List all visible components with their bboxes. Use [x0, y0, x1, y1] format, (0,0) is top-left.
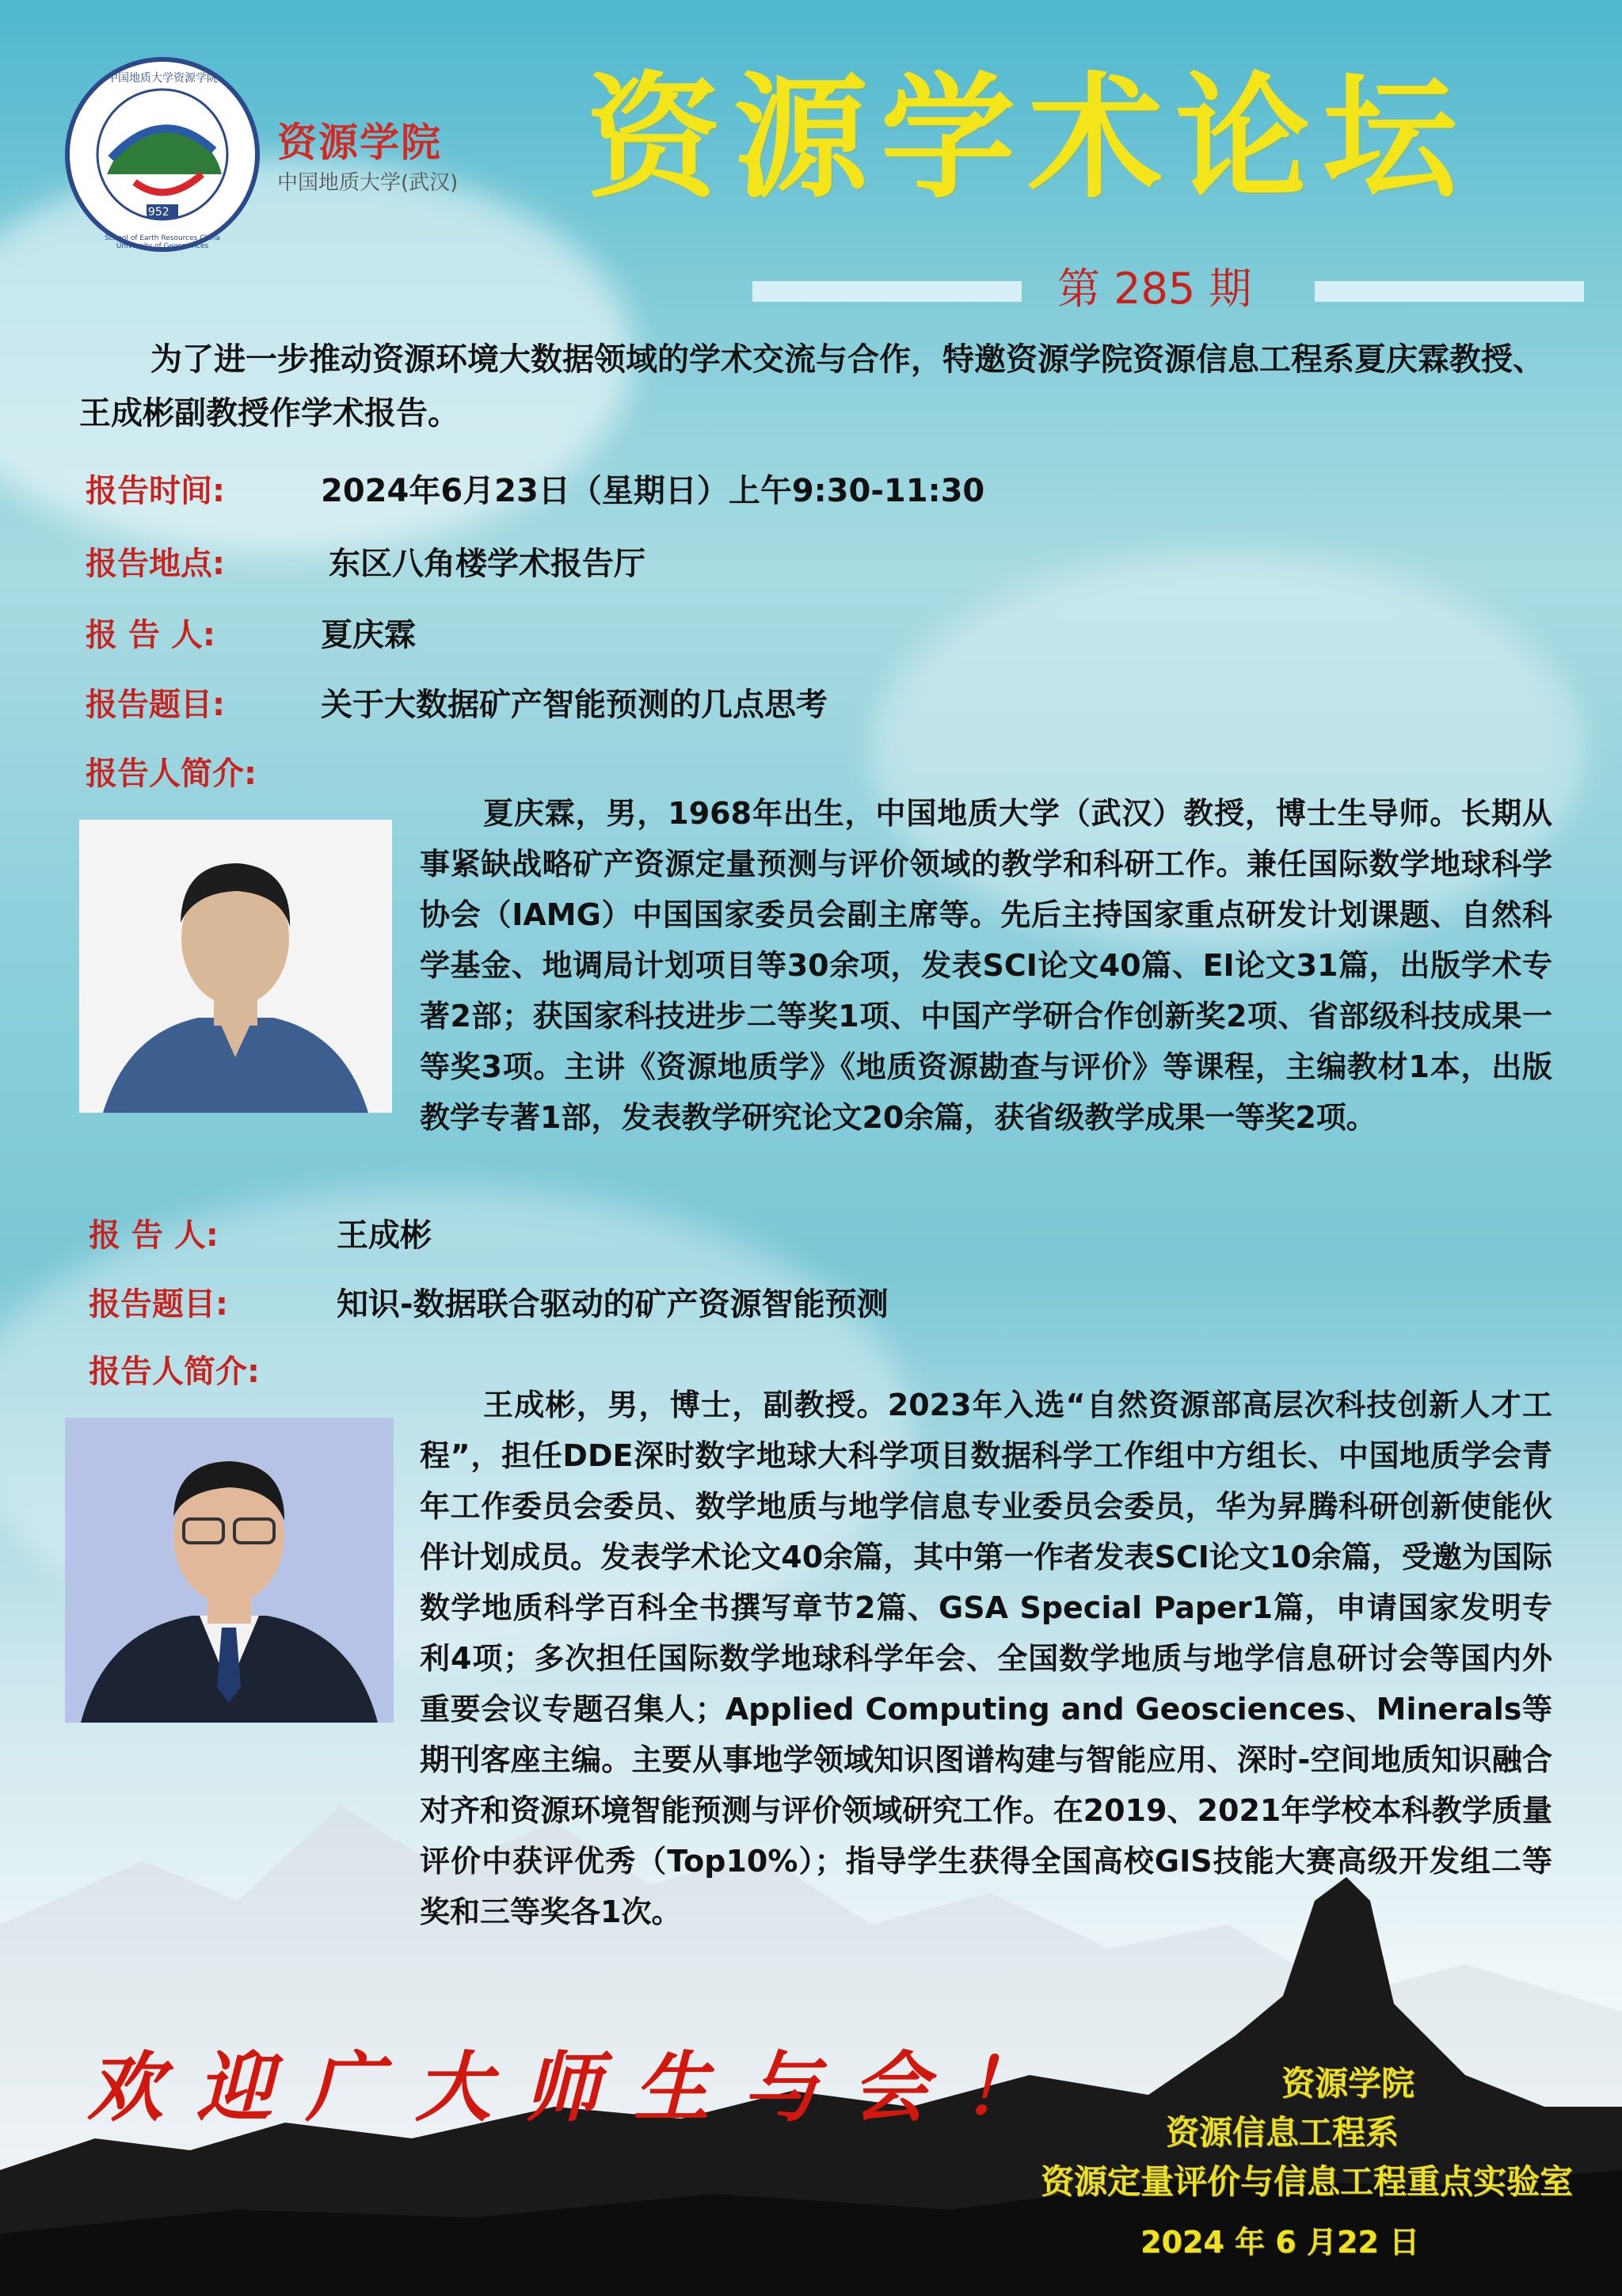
time-value: 2024年6月23日（星期日）上午9:30-11:30 — [321, 473, 985, 509]
page-title: 资源学术论坛 — [586, 60, 1471, 217]
time-label: 报告时间: — [86, 473, 225, 509]
speaker2-topic: 知识-数据联合驱动的矿产资源智能预测 — [337, 1286, 889, 1323]
speaker2-bio: 王成彬，男，博士，副教授。2023年入选“自然资源部高层次科技创新人才工程”，担任DDE深时数字地球大科学项目数据科学工作组中方组长、中国地质学会青年工作委员会委员、数学地质与地学信息专业委员会委员，华为昇腾科研创新使能伙伴计划成员。发表学术论文40余篇，其中第一作者发表SCI论文10余篇，受邀为国际数学地质科学百科全书撰写章节2篇、GSA Special Paper1篇，申请国家发明专利4项；多次担任国际数学地球科学年会、全国数学地质与地学信息研讨会等国内外重要会议专题召集人；Applied Computing and Geosciences、Minerals等期刊客座主编。主要从事地学领域知识图谱构建与智能应用、深时-空间地质知识融合对齐和资源环境智能预测与评价领域研究工作。在2019、2021年学校本科教学质量评价中获评优秀（Top10%）；指导学生获得全国高校GIS技能大赛高级开发组二等奖和三等奖各1次。 — [420, 1388, 1552, 1929]
speaker1-photo — [79, 820, 392, 1113]
speaker1-label: 报 告 人: — [86, 617, 215, 653]
school-name: 资源学院 — [277, 119, 442, 166]
speaker1-name: 夏庆霖 — [321, 617, 416, 653]
issue-divider-left — [752, 281, 1022, 302]
issue-divider-right — [1315, 281, 1584, 302]
speaker2-name: 王成彬 — [337, 1217, 432, 1254]
org-lab: 资源定量评价与信息工程重点实验室 — [1040, 2162, 1573, 2201]
place-label: 报告地点: — [86, 546, 225, 582]
org-college: 资源学院 — [1281, 2064, 1414, 2103]
intro-paragraph: 为了进一步推动资源环境大数据领域的学术交流与合作，特邀资源学院资源信息工程系夏庆霖教授、王成彬副教授作学术报告。 — [79, 341, 1544, 432]
issue-date: 2024 年 6 月22 日 — [1140, 2225, 1420, 2260]
school-subtitle: 中国地质大学(武汉) — [277, 171, 459, 195]
issue-number: 第 285 期 — [1057, 264, 1252, 314]
speaker1-topic-label: 报告题目: — [86, 687, 225, 723]
logo-text-bottom: School of Earth Resources China University of Geosciences — [105, 234, 220, 250]
org-department: 资源信息工程系 — [1165, 2113, 1399, 2152]
speaker2-label: 报 告 人: — [89, 1217, 219, 1254]
speaker1-bio-label: 报告人简介: — [86, 756, 257, 792]
speaker2-photo — [65, 1418, 394, 1723]
logo-text-top: 中国地质大学资源学院 — [107, 72, 218, 85]
speaker2-bio-label: 报告人简介: — [89, 1354, 260, 1390]
speaker1-topic: 关于大数据矿产智能预测的几点思考 — [321, 687, 828, 723]
speaker2-topic-label: 报告题目: — [89, 1286, 228, 1323]
school-logo — [63, 55, 261, 253]
welcome-slogan: 欢迎广大师生与会！ — [87, 2043, 1071, 2132]
logo-year: 1952 — [141, 206, 169, 219]
place-value: 东区八角楼学术报告厅 — [329, 546, 645, 582]
speaker1-bio: 夏庆霖，男，1968年出生，中国地质大学（武汉）教授，博士生导师。长期从事紧缺战略矿产资源定量预测与评价领域的教学和科研工作。兼任国际数学地球科学协会（IAMG）中国国家委员会副主席等。先后主持国家重点研发计划课题、自然科学基金、地调局计划项目等30余项，发表SCI论文40篇、EI论文31篇，出版学术专著2部；获国家科技进步二等奖1项、中国产学研合作创新奖2项、省部级科技成果一等奖3项。主讲《资源地质学》《地质资源勘查与评价》等课程，主编教材1本，出版教学专著1部，发表教学研究论文20余篇，获省级教学成果一等奖2项。 — [420, 796, 1552, 1135]
